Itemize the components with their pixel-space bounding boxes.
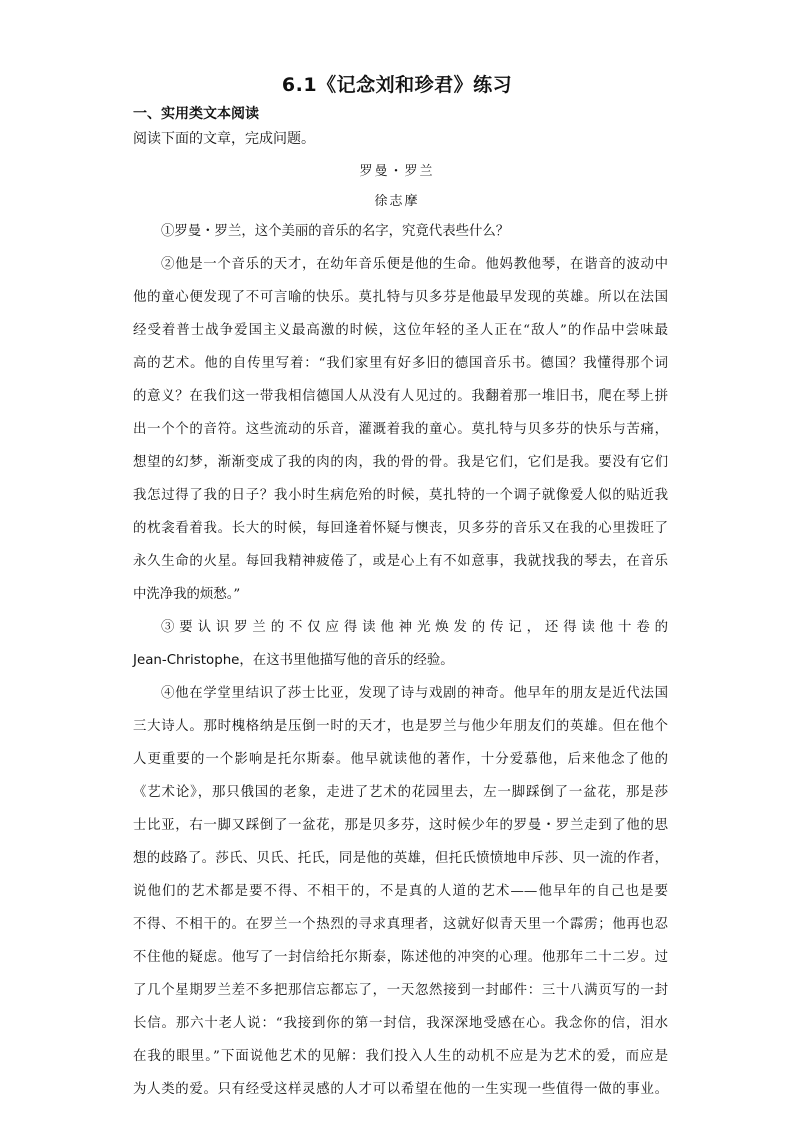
paragraph-line: 人更重要的一个影响是托尔斯泰。他早就读他的著作，十分爱慕他，后来他念了他的 (133, 752, 668, 767)
paragraph-line: 在我的眼里。”下面说他艺术的见解：我们投入人生的动机不应是为艺术的爱，而应是 (133, 1049, 668, 1064)
paragraph-line: 我怎过得了我的日子？我小时生病危殆的时候，莫扎特的一个调子就像爱人似的贴近我 (133, 488, 668, 503)
paragraph-line: 想望的幻梦，渐渐变成了我的肉的肉，我的骨的骨。我是它们，它们是我。要没有它们 (133, 455, 668, 470)
paragraph-line: 出一个个的音符。这些流动的乐音，灌溉着我的童心。莫扎特与贝多芬的快乐与苦痛， (133, 422, 668, 437)
paragraph-line: 为人类的爱。只有经受这样灵感的人才可以希望在他的一生实现一些值得一做的事业。 (133, 1082, 668, 1097)
paragraph-line: 高的艺术。他的自传里写着：“我们家里有好多旧的德国音乐书。德国？我懂得那个词 (133, 356, 668, 371)
article-author: 徐志摩 (374, 194, 420, 209)
paragraph-line: ②他是一个音乐的天才，在幼年音乐便是他的生命。他妈教他琴，在谐音的波动中 (161, 257, 668, 272)
section-heading: 一、实用类文本阅读 (133, 106, 259, 122)
paragraph-line: ①罗曼・罗兰，这个美丽的音乐的名字，究竟代表些什么？ (161, 224, 510, 239)
paragraph-line: 的枕衾看着我。长大的时候，每回逢着怀疑与懊丧，贝多芬的音乐又在我的心里拨旺了 (133, 521, 668, 536)
paragraph-line: Jean-Christophe，在这书里他描写他的音乐的经验。 (133, 653, 454, 668)
paragraph-line: 不住他的疑虑。他写了一封信给托尔斯泰，陈述他的冲突的心理。他那年二十二岁。过 (133, 950, 668, 965)
paragraph-line: 长信。那六十老人说：“我接到你的第一封信，我深深地受感在心。我念你的信，泪水 (133, 1016, 668, 1031)
paragraph-line: 经受着普士战争爱国主义最高激的时候，这位年轻的圣人正在“敌人”的作品中尝味最 (133, 323, 668, 338)
paragraph-line: 他的童心便发现了不可言喻的快乐。莫扎特与贝多芬是他最早发现的英雄。所以在法国 (133, 290, 668, 305)
paragraph-line: 不得、不相干的。在罗兰一个热烈的寻求真理者，这就好似青天里一个霹雳；他再也忍 (133, 917, 668, 932)
paragraph-line: ③要认识罗兰的不仅应得读他神光焕发的传记，还得读他十卷的 (161, 620, 668, 635)
paragraph-line: 士比亚，右一脚又踩倒了一盆花，那是贝多芬，这时候少年的罗曼・罗兰走到了他的思 (133, 818, 668, 833)
paragraph-line: 的意义？在我们这一带我相信德国人从没有人见过的。我翻着那一堆旧书，爬在琴上拼 (133, 389, 668, 404)
instruction-text: 阅读下面的文章，完成问题。 (133, 131, 315, 147)
paragraph-line: 三大诗人。那时槐格纳是压倒一时的天才，也是罗兰与他少年朋友们的英雄。但在他个 (133, 719, 668, 734)
paragraph-line: ④他在学堂里结识了莎士比亚，发现了诗与戏剧的神奇。他早年的朋友是近代法国 (161, 686, 668, 701)
paragraph-line: 《艺术论》，那只俄国的老象，走进了艺术的花园里去，左一脚踩倒了一盆花，那是莎 (133, 785, 668, 800)
article-title: 罗曼・罗兰 (359, 164, 435, 179)
page-title: 6.1《记念刘和珍君》练习 (281, 74, 513, 96)
paragraph-line: 说他们的艺术都是要不得、不相干的，不是真的人道的艺术——他早年的自己也是要 (133, 884, 668, 899)
paragraph-line: 了几个星期罗兰差不多把那信忘都忘了，一天忽然接到一封邮件：三十八满页写的一封 (133, 983, 668, 998)
paragraph-line: 中洗净我的烦愁。” (133, 587, 241, 602)
paragraph-line: 想的歧路了。莎氏、贝氏、托氏，同是他的英雄，但托氏愤愤地申斥莎、贝一流的作者， (133, 851, 668, 866)
paragraph-line: 永久生命的火星。每回我精神疲倦了，或是心上有不如意事，我就找我的琴去，在音乐 (133, 554, 668, 569)
